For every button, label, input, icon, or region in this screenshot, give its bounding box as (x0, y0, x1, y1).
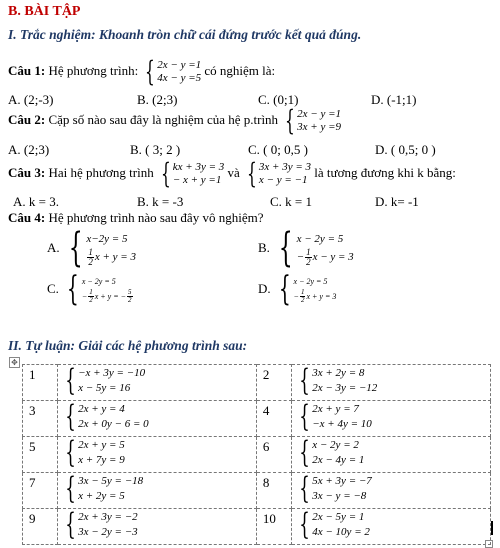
q2-option-c[interactable]: C. ( 0; 0,5 ) (248, 142, 308, 157)
fraction-numerator: 5 (128, 288, 132, 297)
problem-number: 1 (23, 365, 58, 401)
q4-a-label: A. (47, 240, 60, 255)
problem-system: { 2x + y = 7 −x + 4y = 10 (292, 401, 491, 437)
problem-number: 5 (23, 437, 58, 473)
system-eq: 3x − y = −8 (312, 490, 367, 502)
table-row (23, 473, 491, 509)
q1-option-c[interactable]: C. (0;1) (258, 92, 299, 107)
q2-option-b[interactable]: B. ( 3; 2 ) (130, 142, 181, 157)
question-3-label: Câu 3: (8, 164, 46, 180)
question-2 (8, 104, 342, 137)
question-3 (8, 157, 456, 190)
q4-b-label: B. (258, 240, 270, 255)
table-row (23, 437, 491, 473)
q3-option-a[interactable]: A. k = 3. (13, 194, 59, 209)
section-2-title: II. Tự luận: Giải các hệ phương trình sau: (8, 338, 248, 353)
section-1-title: I. Trắc nghiệm: Khoanh tròn chữ cái đứng trước kết quả đúng. (8, 27, 362, 42)
sign: − (81, 291, 88, 301)
system-eq: x − y = 3 (312, 250, 354, 263)
system-eq: x − 2y = 5 (296, 232, 344, 245)
fraction-denominator: 2 (300, 296, 305, 305)
problem-number: 4 (256, 401, 291, 437)
problem-system: { 2x − 5y = 1 4x − 10y = 2 (292, 509, 491, 545)
table-resize-handle[interactable] (485, 540, 493, 548)
question-2-text: Cặp số nào sau đây là nghiệm của hệ p.trình (48, 111, 279, 127)
fraction-denominator: 2 (89, 296, 93, 305)
fraction-denominator: 2 (306, 256, 311, 267)
system-eq: 2x − 4y = 1 (312, 454, 365, 466)
system-eq: x + y = 3 (306, 291, 337, 301)
q2-option-a[interactable]: A. (2;3) (8, 142, 50, 157)
question-1-text: Hệ phương trình: (48, 62, 139, 78)
system-eq: 4x − y =5 (157, 72, 202, 84)
system-eq: 2x + 0y − 6 = 0 (78, 418, 149, 430)
fraction-numerator: 1 (88, 246, 93, 257)
problem-number: 6 (256, 437, 291, 473)
problem-number: 10 (256, 509, 291, 545)
problem-system: { −x + 3y = −10 x − 5y = 16 (58, 365, 257, 401)
system-eq: x + 7y = 9 (78, 454, 125, 466)
q1-option-d[interactable]: D. (-1;1) (371, 92, 417, 107)
system-eq: −x + 4y = 10 (312, 418, 372, 430)
fraction-denominator: 2 (128, 296, 132, 305)
q4-d-label: D. (258, 281, 271, 296)
question-3-system-1: { kx + 3y = 3 − x + y =1 (160, 157, 225, 190)
problem-system: { 3x + 2y = 8 2x − 3y = −12 (292, 365, 491, 401)
system-eq: 3x + 3y = 3 (258, 161, 312, 173)
system-eq: x − y = −1 (258, 174, 308, 186)
q4-c-label: C. (47, 281, 59, 296)
system-eq: x − 5y = 16 (78, 382, 131, 394)
problem-system: { 2x + 3y = −2 3x − 2y = −3 (58, 509, 257, 545)
fraction-denominator: 2 (88, 256, 93, 267)
q1-option-a[interactable]: A. (2;-3) (8, 92, 54, 107)
q4-option-c[interactable]: C. { x − 2y = 5 − $\frac{1}{2}$ x + y = − $\frac{5}{2}$ (47, 269, 132, 309)
fraction-numerator: 1 (89, 288, 93, 297)
system-eq: x−2y = 5 (86, 232, 128, 245)
system-eq: 3x − 2y = −3 (78, 526, 138, 538)
question-1 (8, 55, 276, 88)
question-3-after: là tương đương khi k bằng: (314, 164, 456, 180)
problem-number: 7 (23, 473, 58, 509)
system-eq: 2x + y = 7 (312, 403, 359, 415)
sign: − (293, 291, 299, 301)
system-eq: 2x + y = 5 (78, 439, 125, 451)
q1-option-b[interactable]: B. (2;3) (137, 92, 178, 107)
problem-number: 8 (256, 473, 291, 509)
problem-system: { 2x + y = 5 x + 7y = 9 (58, 437, 257, 473)
system-eq: 2x − y =1 (297, 108, 342, 120)
question-4-label: Câu 4: (8, 210, 46, 225)
question-1-after: có nghiệm là: (204, 62, 276, 78)
q3-option-d[interactable]: D. k= -1 (375, 194, 419, 209)
problem-number: 2 (256, 365, 291, 401)
problem-system: { x − 2y = 2 2x − 4y = 1 (292, 437, 491, 473)
system-eq: 2x + y = 4 (78, 403, 125, 415)
q3-option-b[interactable]: B. k = -3 (137, 194, 184, 209)
table-row (23, 365, 491, 401)
q4-option-d[interactable]: D. { x − 2y = 5 − $\frac{1}{2}$ x + y = 3 (258, 269, 337, 309)
system-eq: 2x − 3y = −12 (312, 382, 378, 394)
system-eq: x − 2y = 5 (81, 276, 116, 286)
question-3-mid: và (227, 164, 240, 180)
problem-system: { 5x + 3y = −7 3x − y = −8 (292, 473, 491, 509)
system-eq: 2x + 3y = −2 (78, 511, 138, 523)
system-eq: 3x + y =9 (297, 121, 342, 133)
system-eq: x − 2y = 2 (312, 439, 359, 451)
system-eq: 4x − 10y = 2 (312, 526, 370, 538)
table-row (23, 401, 491, 437)
system-eq: 2x − y =1 (157, 59, 202, 71)
question-4 (8, 210, 263, 226)
problem-system: { 2x + y = 4 2x + 0y − 6 = 0 (58, 401, 257, 437)
question-3-system-2: { 3x + 3y = 3 x − y = −1 (247, 157, 312, 190)
question-2-system: { 2x − y =1 3x + y =9 (285, 104, 342, 137)
question-1-label: Câu 1: (8, 62, 46, 78)
problem-number: 9 (23, 509, 58, 545)
q2-option-d[interactable]: D. ( 0,5; 0 ) (375, 142, 436, 157)
fraction-numerator: 1 (306, 246, 311, 257)
system-eq: −x + 3y = −10 (78, 367, 146, 379)
question-4-text: Hệ phương trình nào sau đây vô nghiệm? (48, 210, 264, 225)
system-eq: x + 2y = 5 (78, 490, 125, 502)
system-eq: x + y = − (94, 291, 127, 301)
system-eq: − x + y =1 (172, 174, 222, 186)
system-eq: 5x + 3y = −7 (312, 475, 372, 487)
q4-option-a[interactable]: A. { x−2y = 5 $\frac{1}{2}$ x + y = 3 (47, 225, 136, 271)
problem-number: 3 (23, 401, 58, 437)
system-eq: kx + 3y = 3 (172, 161, 225, 173)
system-eq: 2x − 5y = 1 (312, 511, 365, 523)
table-row (23, 509, 491, 545)
question-2-label: Câu 2: (8, 111, 46, 127)
section-b-title: B. BÀI TẬP (8, 4, 81, 19)
system-eq: x − 2y = 5 (293, 276, 328, 286)
system-eq: x + y = 3 (94, 250, 136, 263)
problem-system: { 3x − 5y = −18 x + 2y = 5 (58, 473, 257, 509)
sign: − (296, 250, 305, 263)
text-cursor (491, 521, 493, 535)
fraction-numerator: 1 (300, 288, 305, 297)
table-move-handle-icon[interactable]: ✥ (9, 357, 20, 368)
q4-option-b[interactable]: B. { x − 2y = 5 − $\frac{1}{2}$ x − y = 3 (258, 225, 354, 271)
question-3-text: Hai hệ phương trình (48, 164, 154, 180)
system-eq: 3x + 2y = 8 (312, 367, 365, 379)
system-eq: 3x − 5y = −18 (78, 475, 144, 487)
essay-table (22, 364, 491, 545)
q3-option-c[interactable]: C. k = 1 (270, 194, 313, 209)
question-1-system: { 2x − y =1 4x − y =5 (145, 55, 202, 88)
